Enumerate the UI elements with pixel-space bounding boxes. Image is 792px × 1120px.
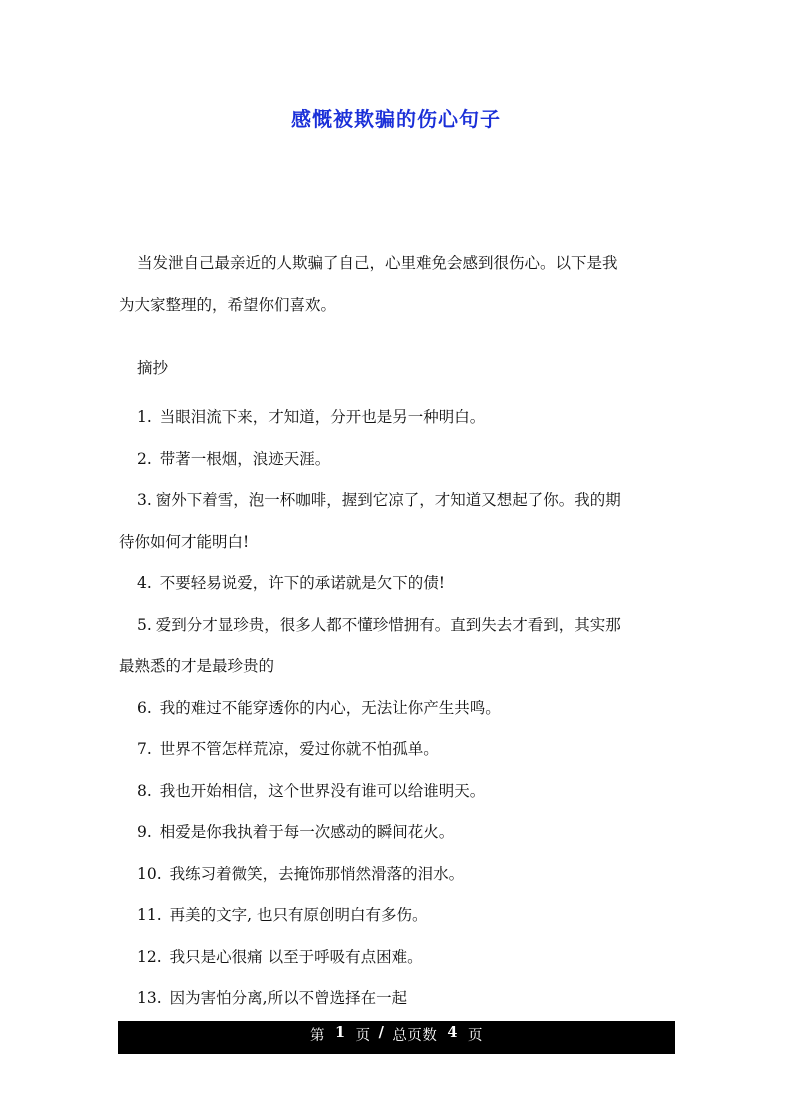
list-item-continuation: 待你如何才能明白! — [119, 532, 250, 551]
intro-paragraph — [119, 242, 675, 326]
list-item: 9. 相爱是你我执着于每一次感动的瞬间花火。 — [137, 823, 455, 841]
footer-page-unit: 页 — [355, 1028, 371, 1044]
footer-total-pages: 4 — [447, 1024, 458, 1041]
quote-list — [119, 397, 675, 1020]
section-label: 摘抄 — [137, 359, 169, 377]
intro-line-2: 为大家整理的，希望你们喜欢。 — [119, 296, 337, 314]
footer-total-label: 总页数 — [392, 1028, 438, 1044]
list-item: 13. 因为害怕分离,所以不曾选择在一起 — [137, 989, 408, 1007]
list-item: 1. 当眼泪流下来，才知道，分开也是另一种明白。 — [137, 408, 486, 426]
intro-line-1: 当发泄自己最亲近的人欺骗了自己，心里难免会感到很伤心。以下是我 — [137, 254, 618, 272]
list-item: 11. 再美的文字, 也只有原创明白有多伤。 — [137, 906, 428, 924]
list-item: 8. 我也开始相信，这个世界没有谁可以给谁明天。 — [137, 781, 486, 800]
footer-total-unit: 页 — [467, 1028, 483, 1044]
list-item-continuation: 最熟悉的才是最珍贵的 — [119, 657, 275, 675]
footer-page-number: 1 — [335, 1024, 346, 1041]
list-item: 3. 窗外下着雪，泡一杯咖啡，握到它凉了，才知道又想起了你。我的期 — [137, 491, 621, 509]
footer-prefix: 第 — [310, 1028, 325, 1044]
list-item: 10. 我练习着微笑，去掩饰那悄然滑落的泪水。 — [137, 864, 465, 883]
list-item: 2. 带著一根烟，浪迹天涯。 — [137, 449, 331, 468]
list-item: 12. 我只是心很痛 以至于呼吸有点困难。 — [137, 947, 423, 966]
page-footer — [118, 1021, 675, 1054]
footer-separator: / — [378, 1024, 385, 1041]
list-item: 4. 不要轻易说爱，许下的承诺就是欠下的债! — [137, 574, 446, 592]
list-item: 5. 爱到分才显珍贵，很多人都不懂珍惜拥有。直到失去才看到，其实那 — [137, 615, 621, 634]
document-title: 感慨被欺骗的伤心句子 — [291, 107, 501, 131]
list-item: 6. 我的难过不能穿透你的内心，无法让你产生共鸣。 — [137, 698, 501, 717]
list-item: 7. 世界不管怎样荒凉，爱过你就不怕孤单。 — [137, 740, 439, 758]
